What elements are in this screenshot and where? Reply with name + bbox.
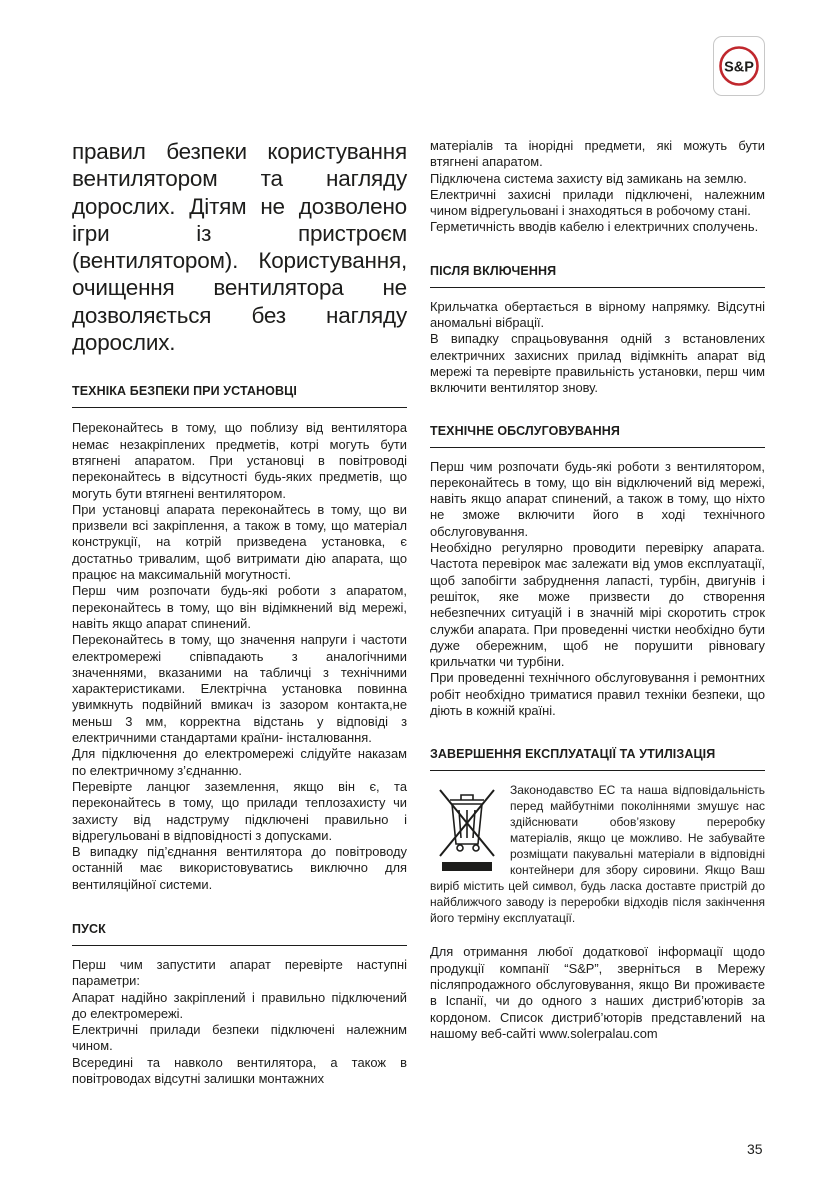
install-paragraph: Для підключення до електромережі слідуйте наказам по електричному з’єднанню. xyxy=(72,746,407,778)
disposal-block xyxy=(430,782,765,926)
page-number: 35 xyxy=(747,1141,763,1157)
lead-paragraph: правил безпеки користування вентилятором та нагляду дорослих. Дітям не дозволено ігри із пристроєм (вентилятором). Користування, очищення вентилятора не дозволяється без нагляду дорослих. xyxy=(72,139,407,356)
crossed-bin-icon xyxy=(430,782,504,874)
install-paragraph: При установці апарата переконайтесь в тому, що ви призвели всі закріплення, а також в тому, що матеріал конструкції, на котрій призведена установка, є достатньо тривалим, щоб витримати дію апарата, що працює на максимальній могутності. xyxy=(72,501,407,583)
after-start-paragraph: Крильчатка обертається в вірному напрямку. Відсутні аномальні вібрації. xyxy=(430,298,765,331)
maintenance-paragraph: Перш чим розпочати будь-які роботи з вентилятором, переконайтесь в тому, що він відключений від мережі, навіть якщо апарат спинений, а також в тому, що ніхто не зможе включити його в ході технічного обслуговування. xyxy=(430,458,765,539)
install-paragraph: Перш чим розпочати будь-які роботи з апаратом, переконайтесь в тому, що він відімкнений від мережі, навіть якщо апарат спинений. xyxy=(72,583,407,631)
start-paragraph: Апарат надійно закріплений і правильно підключений до електромережі. xyxy=(72,989,407,1021)
start-paragraph: Електричні прилади безпеки підключені належним чином. xyxy=(72,1022,407,1054)
start-paragraph: Перш чим запустити апарат перевірте наступні параметри: xyxy=(72,956,407,989)
maintenance-heading: ТЕХНІЧНЕ ОБСЛУГОВУВАННЯ xyxy=(430,424,765,448)
install-paragraph: В випадку під’єднання вентилятора до повітроводу останній має використовуватись виключно для вентиляційної системи. xyxy=(72,844,407,892)
brand-logo xyxy=(713,36,765,96)
start-continued-paragraph: Підключена система захисту від замикань на землю. xyxy=(430,170,747,186)
after-start-heading: ПІСЛЯ ВКЛЮЧЕННЯ xyxy=(430,264,765,288)
maintenance-paragraph: При проведенні технічного обслуговування і ремонтних робіт необхідно триматися правил техніки безпеки, що діють в кожній країні. xyxy=(430,670,765,719)
start-continued-paragraph: матеріалів та інорідні предмети, які можуть бути втягнені апаратом. xyxy=(430,138,765,170)
start-continued-paragraph: Електричні захисні прилади підключені, належним чином відрегульовані і знаходяться в робочому стані. xyxy=(430,186,765,219)
right-column xyxy=(430,138,765,1042)
disposal-heading: ЗАВЕРШЕННЯ ЕКСПЛУАТАЦІЇ ТА УТИЛІЗАЦІЯ xyxy=(430,747,765,771)
after-start-paragraph: В випадку спрацьовування одній з встановлених електричних захисних прилад відімкніть апарат від мережі та перевірте правильність установки, перш чим включити вентилятор знову. xyxy=(430,331,765,396)
left-column xyxy=(72,138,407,1087)
sp-logo-icon xyxy=(718,45,760,87)
start-continued-paragraph: Герметичність вводів кабелю і електричних сполучень. xyxy=(430,219,759,235)
start-paragraph: Всередині та навколо вентилятора, а також в повітроводах відсутні залишки монтажних xyxy=(72,1054,407,1087)
install-safety-heading: ТЕХНІКА БЕЗПЕКИ ПРИ УСТАНОВЦІ xyxy=(72,384,407,408)
start-heading: ПУСК xyxy=(72,922,407,946)
svg-text:S&P: S&P xyxy=(724,59,754,76)
info-paragraph: Для отримання любої додаткової інформації щодо продукції компанії “S&P”, зверніться в Мережу післяпродажного обслуговування, якщо Ви проживаєте в Іспанії, чи до одного з наших дистриб’юторів за кордоном. Список дистриб’юторів представлений на нашому веб-сайті www.solerpalau.com xyxy=(430,944,765,1041)
install-paragraph: Перевірте ланцюг заземлення, якщо він є, та переконайтесь в тому, що прилади теплозахисту чи захисту від надструму підключені правильно і відрегульовані в відповідності з допусками. xyxy=(72,778,407,843)
install-paragraph: Переконайтесь в тому, що значення напруги і частоти електромережі співпадають з аналогічними значеннями, вказаними на табличці з технічними характеристиками. Електрічна установка повинна увимкнуть подвійний вмикач із зазором контакта,не меньш 3 мм, корректна відстань у відповіді з електричними стандартами країни- інсталювання. xyxy=(72,632,407,746)
maintenance-paragraph: Необхідно регулярно проводити перевірку апарата. Частота перевірок має залежати від умов експлуатації, щоб запобігти забруднення лапасті, турбін, двигунів і решіток, яке може призвести до створення небезпечних ситуацій і в значній мірі скоротить строк служби апарата. При проведенні чистки необхідно бути дуже обережним, щоб не порушити рівновагу крильчатки чи турбіни. xyxy=(430,540,765,670)
disposal-paragraph: Законодавство ЕС та наша відповідальність перед майбутніми поколіннями змушує нас здійснювати обов’язкову переробку матеріалів, якщо це можливо. Не забувайте розміщати пакувальні матеріали в відповідні контейнери для збору сировини. Якщо Ваш виріб містить цей символ, будь ласка доставте пристрій до найближчого заводу із переробки відходів після закінчення його терміну експлуатації. xyxy=(430,783,765,926)
install-paragraph: Переконайтесь в тому, що поблизу від вентилятора немає незакріплених предметів, котрі могуть бути втягнені апаратом. При установці в повітроводі переконайтесь в відсутності будь-яких предметів, що могуть бути втягнені вентилятором. xyxy=(72,420,407,501)
